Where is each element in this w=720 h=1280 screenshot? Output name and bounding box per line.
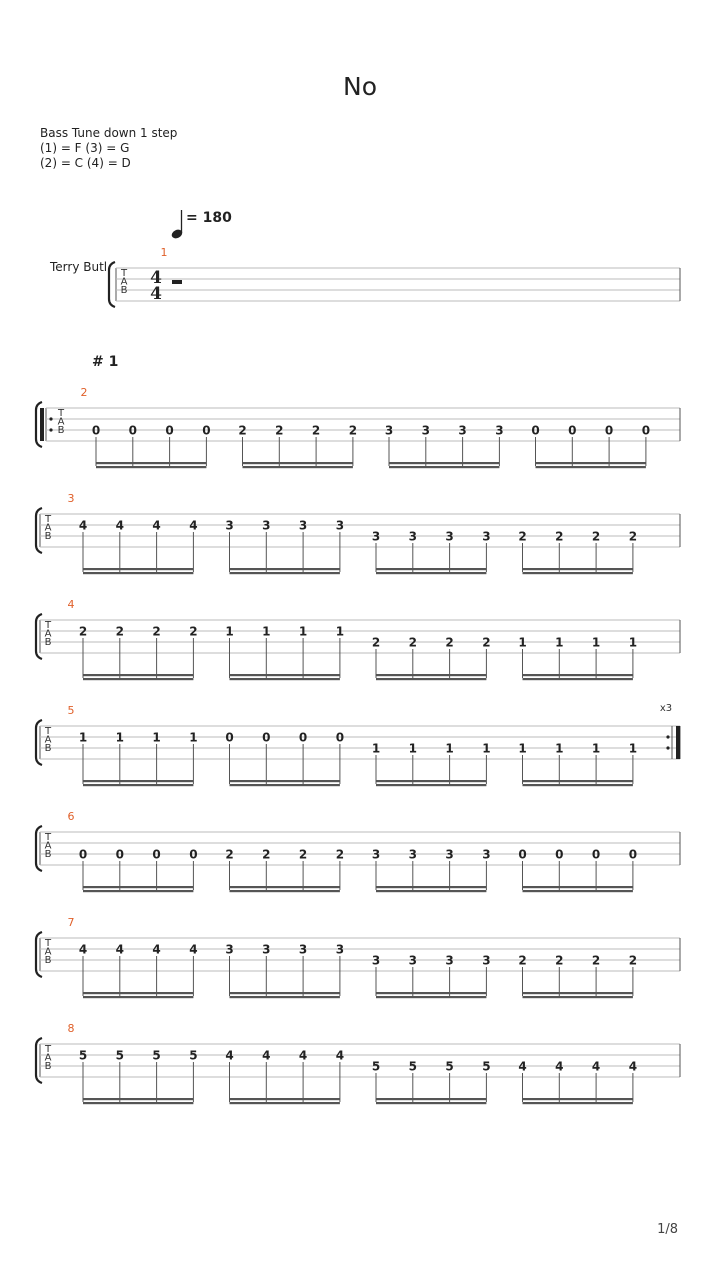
- fret-number: 2: [78, 624, 88, 639]
- beam-primary: [376, 886, 486, 888]
- tab-clef-letter: A: [57, 416, 65, 428]
- fret-number: 1: [408, 741, 417, 756]
- fret-number: 4: [189, 518, 198, 533]
- measure-number: 6: [67, 810, 75, 823]
- beam-secondary: [96, 466, 206, 468]
- beam-primary: [83, 780, 193, 782]
- fret-number: 4: [591, 1059, 601, 1074]
- fret-number: 0: [262, 730, 271, 745]
- fret-number: 3: [408, 529, 417, 544]
- fret-number: 2: [555, 529, 564, 544]
- system-bracket: [36, 932, 42, 977]
- fret-number: 2: [371, 635, 381, 650]
- instrument-name: Terry Butl: [50, 260, 108, 274]
- beam-primary: [230, 886, 340, 888]
- tab-clef-letter: T: [44, 726, 52, 737]
- tab-clef-letter: A: [44, 734, 52, 746]
- fret-number: 1: [445, 741, 454, 756]
- fret-number: 1: [115, 730, 124, 745]
- fret-number: 0: [115, 847, 124, 862]
- fret-number: 1: [591, 635, 601, 650]
- beam-primary: [376, 992, 486, 994]
- fret-number: 2: [298, 847, 308, 862]
- fret-number: 0: [202, 423, 211, 438]
- beam-primary: [83, 992, 193, 994]
- beam-secondary: [83, 572, 193, 574]
- system-bracket: [36, 508, 42, 553]
- tab-clef-letter: T: [44, 938, 52, 949]
- fret-number: 2: [348, 423, 358, 438]
- half-rest: [172, 280, 182, 284]
- beam-primary: [230, 568, 340, 570]
- tab-clef-letter: B: [44, 743, 52, 754]
- fret-number: 1: [371, 741, 381, 756]
- tuning-line-1: Bass Tune down 1 step: [40, 126, 178, 140]
- fret-number: 2: [555, 953, 564, 968]
- measure-number: 2: [80, 386, 88, 399]
- fret-number: 0: [591, 847, 601, 862]
- fret-number: 3: [371, 529, 381, 544]
- fret-number: 3: [335, 942, 345, 957]
- page-number: 1/8: [657, 1222, 678, 1237]
- repeat-dot: [49, 417, 52, 420]
- fret-number: 3: [445, 529, 454, 544]
- beam-secondary: [523, 784, 633, 786]
- fret-number: 0: [628, 847, 638, 862]
- beam-primary: [83, 886, 193, 888]
- beam-secondary: [83, 1102, 193, 1104]
- repeat-dot: [49, 428, 52, 431]
- fret-number: 4: [518, 1059, 527, 1074]
- beam-primary: [376, 1098, 486, 1100]
- fret-number: 2: [518, 953, 527, 968]
- beam-primary: [523, 674, 633, 676]
- fret-number: 5: [115, 1048, 124, 1063]
- tab-clef-letter: B: [44, 531, 52, 542]
- measure-number: 4: [67, 598, 75, 611]
- beam-secondary: [523, 678, 633, 680]
- measure-number: 1: [160, 246, 168, 259]
- fret-number: 0: [298, 730, 308, 745]
- repeat-dot: [666, 746, 669, 749]
- fret-number: 3: [408, 953, 417, 968]
- fret-number: 3: [408, 847, 417, 862]
- repeat-dot: [666, 735, 669, 738]
- beam-secondary: [376, 1102, 486, 1104]
- beam-primary: [389, 462, 499, 464]
- fret-number: 0: [189, 847, 198, 862]
- tab-clef-letter: A: [44, 840, 52, 852]
- beam-primary: [523, 568, 633, 570]
- fret-number: 4: [152, 518, 161, 533]
- fret-number: 2: [628, 953, 638, 968]
- fret-number: 3: [384, 423, 394, 438]
- beam-primary: [230, 992, 340, 994]
- fret-number: 1: [298, 624, 308, 639]
- beam-secondary: [83, 996, 193, 998]
- beam-primary: [536, 462, 646, 464]
- fret-number: 4: [555, 1059, 564, 1074]
- fret-number: 2: [591, 529, 601, 544]
- tab-clef-letter: A: [44, 522, 52, 534]
- beam-secondary: [83, 784, 193, 786]
- fret-number: 2: [628, 529, 638, 544]
- tab-clef-letter: T: [57, 408, 65, 419]
- beam-primary: [243, 462, 353, 464]
- tuning-line-2: (1) = F (3) = G: [40, 141, 130, 155]
- tab-clef-letter: B: [44, 637, 52, 648]
- fret-number: 1: [189, 730, 198, 745]
- fret-number: 0: [568, 423, 577, 438]
- fret-number: 4: [225, 1048, 234, 1063]
- fret-number: 2: [152, 624, 161, 639]
- fret-number: 0: [128, 423, 137, 438]
- fret-number: 3: [421, 423, 430, 438]
- fret-number: 5: [445, 1059, 454, 1074]
- fret-number: 1: [78, 730, 88, 745]
- beam-primary: [83, 674, 193, 676]
- measure-number: 5: [67, 704, 75, 717]
- fret-number: 5: [189, 1048, 198, 1063]
- fret-number: 5: [152, 1048, 161, 1063]
- tab-clef-letter: B: [44, 955, 52, 966]
- fret-number: 4: [115, 942, 124, 957]
- repeat-end-thick-bar: [676, 726, 680, 759]
- tab-clef-letter: A: [44, 946, 52, 958]
- fret-number: 2: [335, 847, 345, 862]
- fret-number: 0: [518, 847, 527, 862]
- tuning-line-3: (2) = C (4) = D: [40, 156, 131, 170]
- fret-number: 0: [152, 847, 161, 862]
- beam-primary: [523, 780, 633, 782]
- fret-number: 2: [225, 847, 234, 862]
- song-title: No: [343, 72, 377, 101]
- beam-secondary: [523, 572, 633, 574]
- fret-number: 1: [262, 624, 271, 639]
- beam-primary: [83, 1098, 193, 1100]
- fret-number: 2: [262, 847, 271, 862]
- fret-number: 1: [555, 635, 564, 650]
- fret-number: 4: [152, 942, 161, 957]
- measure-number: 7: [67, 916, 75, 929]
- beam-primary: [230, 1098, 340, 1100]
- fret-number: 0: [335, 730, 345, 745]
- tab-clef-letter: A: [44, 628, 52, 640]
- tab-clef-letter: A: [44, 1052, 52, 1064]
- fret-number: 3: [495, 423, 504, 438]
- fret-number: 0: [604, 423, 614, 438]
- fret-number: 3: [262, 942, 271, 957]
- fret-number: 3: [482, 953, 491, 968]
- fret-number: 4: [189, 942, 198, 957]
- section-label: # 1: [92, 354, 119, 370]
- system-bracket: [109, 262, 115, 307]
- fret-number: 3: [225, 518, 234, 533]
- fret-number: 0: [165, 423, 174, 438]
- fret-number: 1: [555, 741, 564, 756]
- beam-primary: [523, 1098, 633, 1100]
- fret-number: 5: [78, 1048, 88, 1063]
- fret-number: 4: [262, 1048, 271, 1063]
- fret-number: 3: [482, 529, 491, 544]
- beam-secondary: [389, 466, 499, 468]
- fret-number: 0: [641, 423, 651, 438]
- repeat-start-thick-bar: [40, 408, 44, 441]
- beam-secondary: [523, 1102, 633, 1104]
- beam-primary: [96, 462, 206, 464]
- beam-secondary: [376, 678, 486, 680]
- fret-number: 2: [189, 624, 198, 639]
- fret-number: 2: [591, 953, 601, 968]
- fret-number: 2: [445, 635, 454, 650]
- fret-number: 0: [531, 423, 540, 438]
- tab-clef-letter: B: [57, 425, 65, 436]
- tab-clef-letter: T: [120, 268, 128, 279]
- fret-number: 1: [152, 730, 161, 745]
- beam-secondary: [83, 678, 193, 680]
- beam-secondary: [523, 996, 633, 998]
- beam-secondary: [376, 572, 486, 574]
- beam-secondary: [230, 572, 340, 574]
- fret-number: 3: [482, 847, 491, 862]
- fret-number: 4: [78, 518, 88, 533]
- fret-number: 4: [628, 1059, 638, 1074]
- measure-number: 8: [67, 1022, 75, 1035]
- fret-number: 3: [445, 847, 454, 862]
- fret-number: 1: [518, 741, 527, 756]
- beam-secondary: [376, 996, 486, 998]
- system-bracket: [36, 614, 42, 659]
- beam-secondary: [376, 784, 486, 786]
- beam-secondary: [230, 678, 340, 680]
- fret-number: 1: [225, 624, 234, 639]
- beam-primary: [376, 780, 486, 782]
- beam-secondary: [230, 996, 340, 998]
- tab-clef-letter: T: [44, 620, 52, 631]
- beam-primary: [230, 780, 340, 782]
- fret-number: 2: [482, 635, 491, 650]
- tab-clef-letter: A: [120, 276, 128, 288]
- time-signature-top: 4: [150, 268, 162, 288]
- fret-number: 2: [275, 423, 284, 438]
- beam-secondary: [230, 1102, 340, 1104]
- tab-clef-letter: T: [44, 514, 52, 525]
- beam-secondary: [536, 466, 646, 468]
- beam-secondary: [523, 890, 633, 892]
- fret-number: 1: [482, 741, 491, 756]
- fret-number: 4: [78, 942, 88, 957]
- repeat-count: x3: [659, 703, 673, 714]
- time-signature-bottom: 4: [150, 284, 162, 304]
- beam-secondary: [243, 466, 353, 468]
- tab-clef-letter: B: [44, 849, 52, 860]
- fret-number: 0: [78, 847, 88, 862]
- fret-number: 1: [335, 624, 345, 639]
- fret-number: 3: [371, 953, 381, 968]
- beam-primary: [376, 568, 486, 570]
- fret-number: 2: [311, 423, 321, 438]
- fret-number: 1: [591, 741, 601, 756]
- fret-number: 5: [408, 1059, 417, 1074]
- fret-number: 1: [628, 635, 638, 650]
- fret-number: 3: [335, 518, 345, 533]
- beam-secondary: [376, 890, 486, 892]
- fret-number: 3: [298, 942, 308, 957]
- beam-secondary: [230, 784, 340, 786]
- tab-clef-letter: B: [44, 1061, 52, 1072]
- fret-number: 3: [445, 953, 454, 968]
- fret-number: 5: [482, 1059, 491, 1074]
- fret-number: 1: [518, 635, 527, 650]
- beam-primary: [523, 886, 633, 888]
- tab-clef-letter: T: [44, 1044, 52, 1055]
- fret-number: 4: [335, 1048, 345, 1063]
- fret-number: 0: [91, 423, 101, 438]
- system-bracket: [36, 720, 42, 765]
- fret-number: 3: [262, 518, 271, 533]
- beam-primary: [230, 674, 340, 676]
- fret-number: 4: [115, 518, 124, 533]
- tempo-marking: = 180: [186, 210, 232, 226]
- system-bracket: [36, 826, 42, 871]
- beam-primary: [523, 992, 633, 994]
- fret-number: 0: [225, 730, 234, 745]
- system-bracket: [36, 1038, 42, 1083]
- fret-number: 2: [238, 423, 247, 438]
- tab-clef-letter: B: [120, 285, 128, 296]
- fret-number: 0: [555, 847, 564, 862]
- fret-number: 3: [298, 518, 308, 533]
- fret-number: 3: [371, 847, 381, 862]
- tab-clef-letter: T: [44, 832, 52, 843]
- beam-primary: [376, 674, 486, 676]
- beam-secondary: [230, 890, 340, 892]
- fret-number: 2: [115, 624, 124, 639]
- fret-number: 1: [628, 741, 638, 756]
- beam-primary: [83, 568, 193, 570]
- fret-number: 3: [458, 423, 467, 438]
- fret-number: 2: [408, 635, 417, 650]
- fret-number: 5: [371, 1059, 381, 1074]
- fret-number: 3: [225, 942, 234, 957]
- fret-number: 4: [298, 1048, 308, 1063]
- measure-number: 3: [67, 492, 75, 505]
- beam-secondary: [83, 890, 193, 892]
- fret-number: 2: [518, 529, 527, 544]
